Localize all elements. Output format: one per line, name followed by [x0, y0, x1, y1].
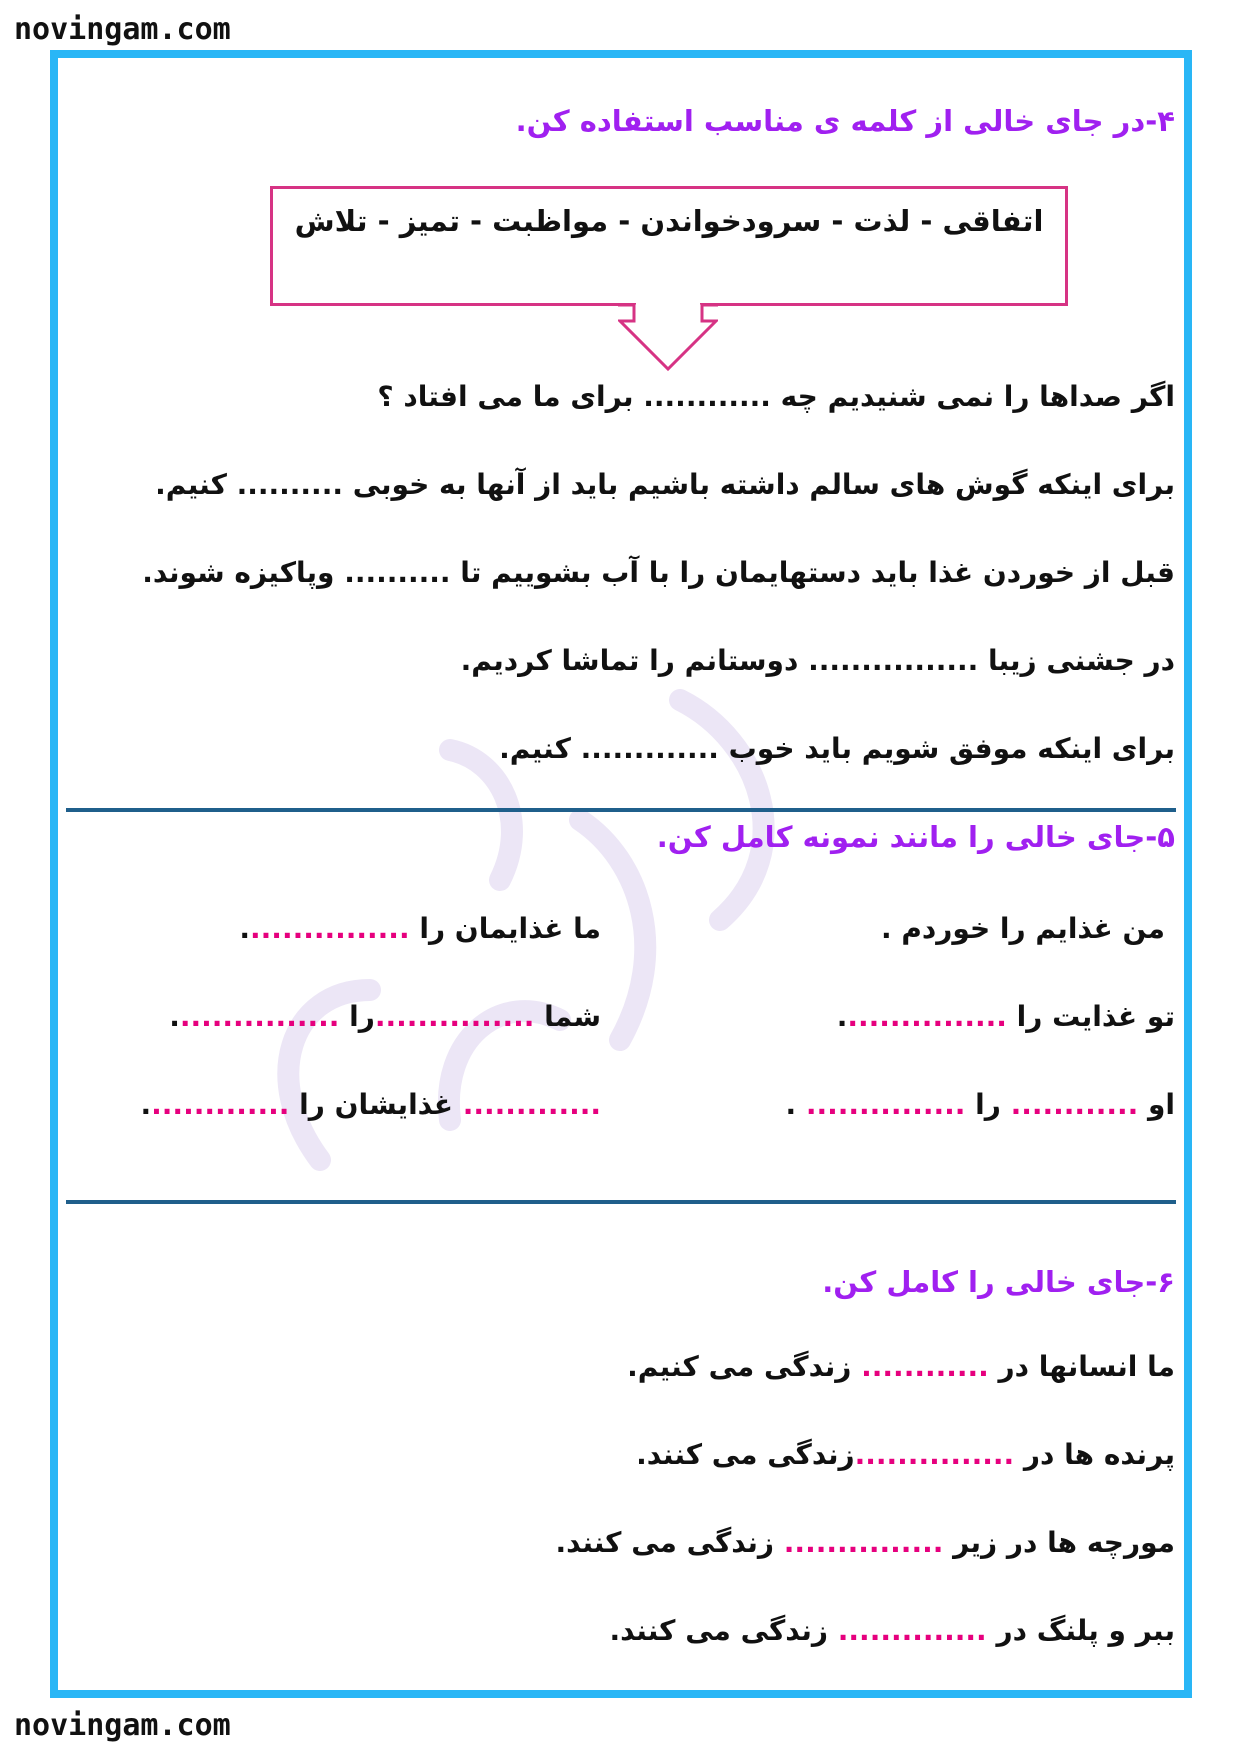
q6-text: پرنده ها در	[1014, 1438, 1175, 1471]
q5-text: تو غذایت را	[1006, 1000, 1175, 1033]
down-arrow-icon	[618, 303, 718, 373]
q5-row-1-left	[239, 912, 601, 945]
q5-text: .	[785, 1088, 806, 1121]
blank-dots: ...............	[854, 1438, 1015, 1471]
blank-dots: ...............	[374, 1000, 535, 1033]
blank-dots: ...............	[805, 1088, 966, 1121]
q5-row-1-right	[881, 912, 1165, 945]
q4-sentence-2: برای اینکه گوش های سالم داشته باشیم باید از آنها به خوبی .......... کنیم.	[155, 468, 1175, 501]
q5-row-2-right	[837, 1000, 1175, 1033]
q5-row-2-left	[169, 1000, 601, 1033]
q6-text: ببر و پلنگ در	[986, 1614, 1175, 1647]
q6-text: زندگی می کنند.	[609, 1614, 838, 1647]
q5-text: ما غذایمان را	[409, 912, 601, 945]
q6-text: ما انسانها در	[988, 1350, 1175, 1383]
question-4-heading: ۴-در جای خالی از کلمه ی مناسب استفاده کن.	[515, 104, 1175, 138]
q6-text: مورچه ها در زیر	[943, 1526, 1175, 1559]
q6-sentence-2	[636, 1438, 1175, 1471]
q6-text: زندگی می کنیم.	[627, 1350, 862, 1383]
q5-row-3-left	[141, 1088, 601, 1121]
site-name-bottom: novingam.com	[14, 1708, 231, 1743]
blank-dots: ..............	[837, 1614, 987, 1647]
q5-row-3-right	[785, 1088, 1175, 1121]
blank-dots: ............	[1010, 1088, 1139, 1121]
section-divider	[66, 808, 1176, 812]
blank-dots: ...............	[847, 1000, 1007, 1033]
q5-text: غذایشان را	[289, 1088, 463, 1121]
question-5-heading: ۵-جای خالی را مانند نمونه کامل کن.	[656, 820, 1175, 854]
blank-dots: ...............	[179, 1000, 340, 1033]
site-name-top: novingam.com	[14, 12, 231, 47]
q6-sentence-1	[627, 1350, 1175, 1383]
q5-text: .	[140, 1088, 152, 1121]
q6-sentence-4	[610, 1614, 1176, 1647]
q4-sentence-3: قبل از خوردن غذا باید دستهایمان را با آب بشوییم تا .......... وپاکیزه شوند.	[142, 556, 1175, 589]
q5-text: .	[169, 1000, 180, 1033]
blank-dots: .............	[151, 1088, 290, 1121]
q5-text: من غذایم را خوردم .	[881, 912, 1165, 945]
q5-text: .	[836, 1000, 848, 1033]
q4-sentence-4: در جشنی زیبا ................ دوستانم را تماشا کردیم.	[460, 644, 1175, 677]
q5-text: را	[339, 1000, 375, 1033]
blank-dots: ............	[861, 1350, 989, 1383]
blank-dots: .............	[462, 1088, 601, 1121]
q6-sentence-3	[556, 1526, 1175, 1559]
q5-text: او	[1138, 1088, 1175, 1121]
question-6-heading: ۶-جای خالی را کامل کن.	[822, 1265, 1175, 1299]
blank-dots: ...............	[783, 1526, 944, 1559]
q5-text: .	[239, 912, 251, 945]
q6-text: زندگی می کنند.	[636, 1438, 855, 1471]
q4-sentence-1: اگر صداها را نمی شنیدیم چه ............ برای ما می افتاد ؟	[377, 380, 1175, 413]
section-divider	[66, 1200, 1176, 1204]
q5-text: را	[965, 1088, 1011, 1121]
word-bank: اتفاقی - لذت - سرودخواندن - مواظبت - تمیز - تلاش	[294, 204, 1044, 238]
blank-dots: ...............	[250, 912, 410, 945]
q6-text: زندگی می کنند.	[555, 1526, 784, 1559]
q5-text: شما	[534, 1000, 601, 1033]
q4-sentence-5: برای اینکه موفق شویم باید خوب ............. کنیم.	[499, 732, 1175, 765]
